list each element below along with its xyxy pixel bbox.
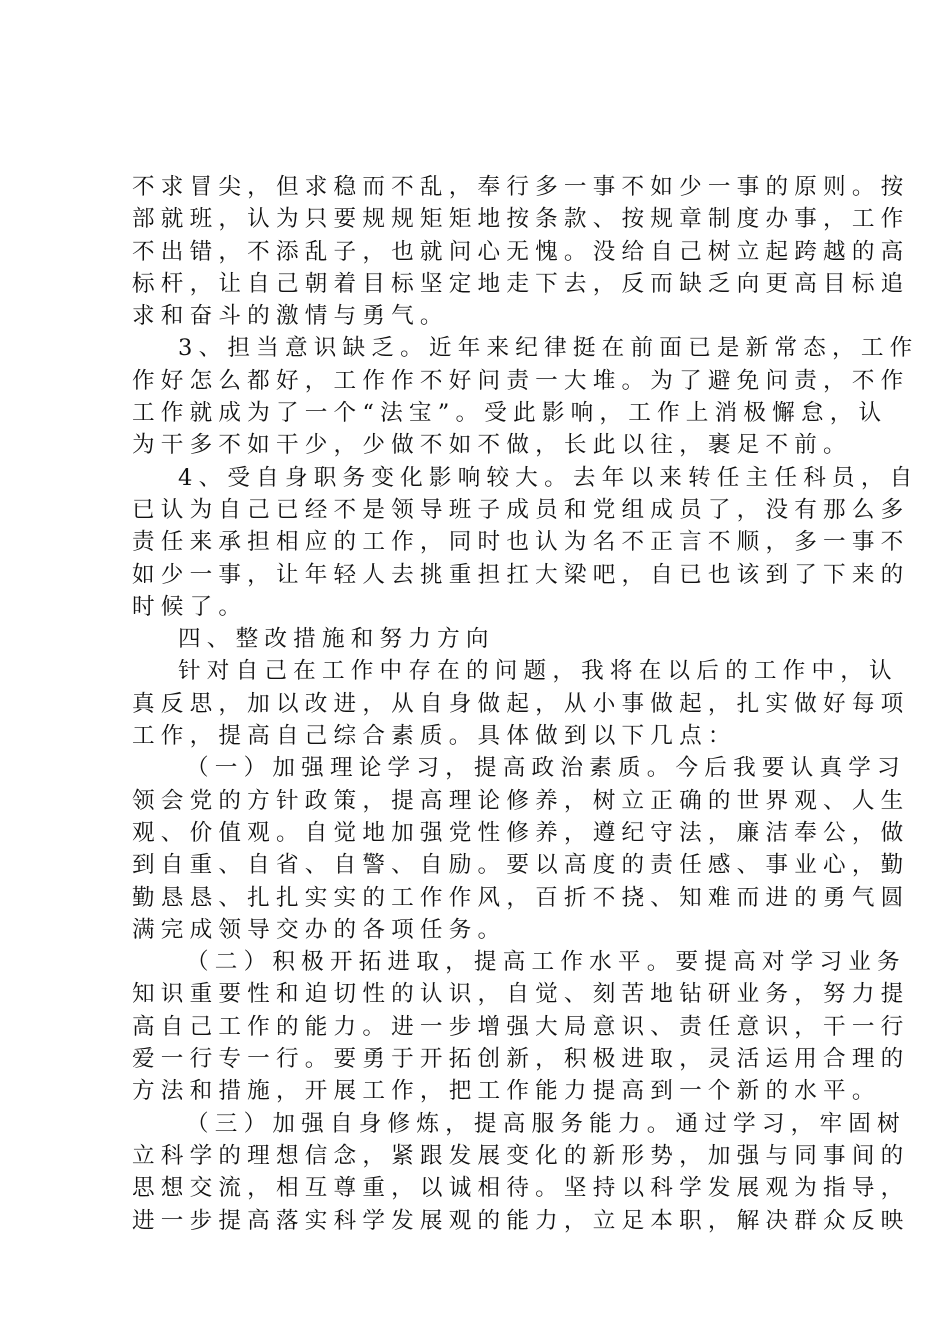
text-line: 工作就成为了一个“法宝”。受此影响，工作上消极懈怠，认 — [132, 400, 888, 427]
text-line: 真反思，加以改进，从自身做起，从小事做起，扎实做好每项 — [132, 690, 910, 717]
text-line: 责任来承担相应的工作，同时也认为名不正言不顺，多一事不 — [132, 529, 910, 556]
text-line: 立科学的理想信念，紧跟发展变化的新形势，加强与同事间的 — [132, 1142, 910, 1169]
text-line: 为干多不如干少，少做不如不做，长此以往，裹足不前。 — [132, 432, 852, 459]
text-line: 进一步提高落实科学发展观的能力，立足本职，解决群众反映 — [132, 1207, 910, 1234]
text-line: 不出错，不添乱子，也就问心无愧。没给自己树立起跨越的高 — [132, 238, 910, 265]
text-line: 3、担当意识缺乏。近年来纪律挺在前面已是新常态，工作 — [178, 335, 919, 362]
text-line: 4、受自身职务变化影响较大。去年以来转任主任科员，自 — [178, 464, 919, 491]
text-line: 求和奋斗的激情与勇气。 — [132, 303, 449, 330]
section-heading: 四、整改措施和努力方向 — [178, 626, 495, 653]
text-line: 针对自己在工作中存在的问题，我将在以后的工作中，认 — [178, 658, 898, 685]
text-line: （三）加强自身修炼，提高服务能力。通过学习，牢固树 — [186, 1110, 906, 1137]
text-line: 高自己工作的能力。进一步增强大局意识、责任意识，干一行 — [132, 1013, 910, 1040]
text-line: 时候了。 — [132, 593, 248, 620]
text-line: 已认为自己已经不是领导班子成员和党组成员了，没有那么多 — [132, 496, 910, 523]
text-line: （一）加强理论学习，提高政治素质。今后我要认真学习 — [186, 755, 906, 782]
text-line: 到自重、自省、自警、自励。要以高度的责任感、事业心，勤 — [132, 852, 910, 879]
text-line: 勤恳恳、扎扎实实的工作作风，百折不挠、知难而进的勇气圆 — [132, 884, 910, 911]
text-line: 知识重要性和迫切性的认识，自觉、刻苦地钻研业务，努力提 — [132, 981, 910, 1008]
text-line: 不求冒尖，但求稳而不乱，奉行多一事不如少一事的原则。按 — [132, 174, 910, 200]
text-line: 思想交流，相互尊重，以诚相待。坚持以科学发展观为指导， — [132, 1175, 910, 1202]
text-line: 方法和措施，开展工作，把工作能力提高到一个新的水平。 — [132, 1078, 881, 1105]
text-line: 观、价值观。自觉地加强党性修养，遵纪守法，廉洁奉公，做 — [132, 819, 910, 846]
text-line: 部就班，认为只要规规矩矩地按条款、按规章制度办事，工作 — [132, 206, 910, 233]
text-line: 如少一事，让年轻人去挑重担扛大梁吧，自已也该到了下来的 — [132, 561, 910, 588]
text-line: （二）积极开拓进取，提高工作水平。要提高对学习业务 — [186, 949, 906, 976]
text-line: 爱一行专一行。要勇于开拓创新，积极进取，灵活运用合理的 — [132, 1046, 910, 1073]
text-line: 工作，提高自己综合素质。具体做到以下几点： — [132, 723, 737, 750]
text-line: 满完成领导交办的各项任务。 — [132, 916, 507, 943]
text-line: 领会党的方针政策，提高理论修养，树立正确的世界观、人生 — [132, 787, 910, 814]
document-body — [132, 171, 919, 1237]
text-line: 作好怎么都好，工作作不好问责一大堆。为了避免问责，不作 — [132, 367, 910, 394]
text-line: 标杆，让自己朝着目标坚定地走下去，反而缺乏向更高目标追 — [132, 270, 910, 297]
